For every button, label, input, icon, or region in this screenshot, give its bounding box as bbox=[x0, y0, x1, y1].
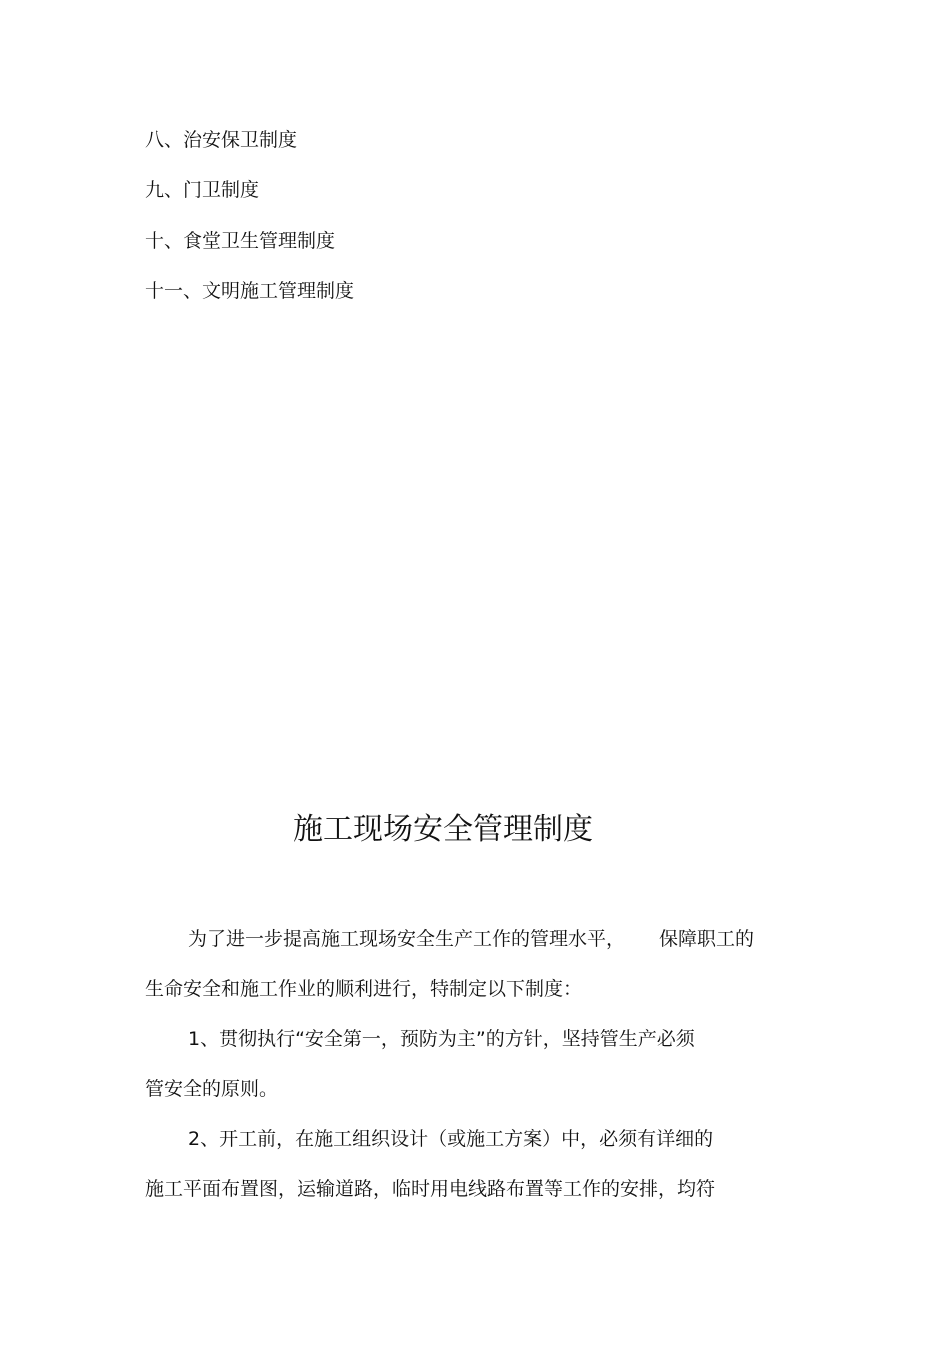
toc-item-9: 九、门卫制度 bbox=[145, 179, 260, 201]
section-title: 施工现场安全管理制度 bbox=[293, 812, 593, 847]
item-2-line-1: 2、开工前，在施工组织设计（或施工方案）中，必须有详细的 bbox=[188, 1128, 714, 1150]
intro-text-b: 保障职工的 bbox=[659, 928, 755, 950]
item-2-line-2: 施工平面布置图，运输道路，临时用电线路布置等工作的安排，均符 bbox=[145, 1178, 716, 1200]
item-1-line-1: 1、贯彻执行“安全第一，预防为主”的方针，坚持管生产必须 bbox=[188, 1028, 695, 1050]
toc-item-10: 十、食堂卫生管理制度 bbox=[145, 230, 336, 252]
intro-paragraph-line-2: 生命安全和施工作业的顺利进行，特制定以下制度： bbox=[145, 978, 583, 1000]
toc-item-8: 八、治安保卫制度 bbox=[145, 129, 298, 151]
intro-paragraph-line-1 bbox=[188, 927, 754, 951]
item-1-line-2: 管安全的原则。 bbox=[145, 1078, 279, 1100]
intro-text-a: 为了进一步提高施工现场安全生产工作的管理水平， bbox=[188, 928, 626, 950]
toc-item-11: 十一、文明施工管理制度 bbox=[145, 280, 355, 302]
